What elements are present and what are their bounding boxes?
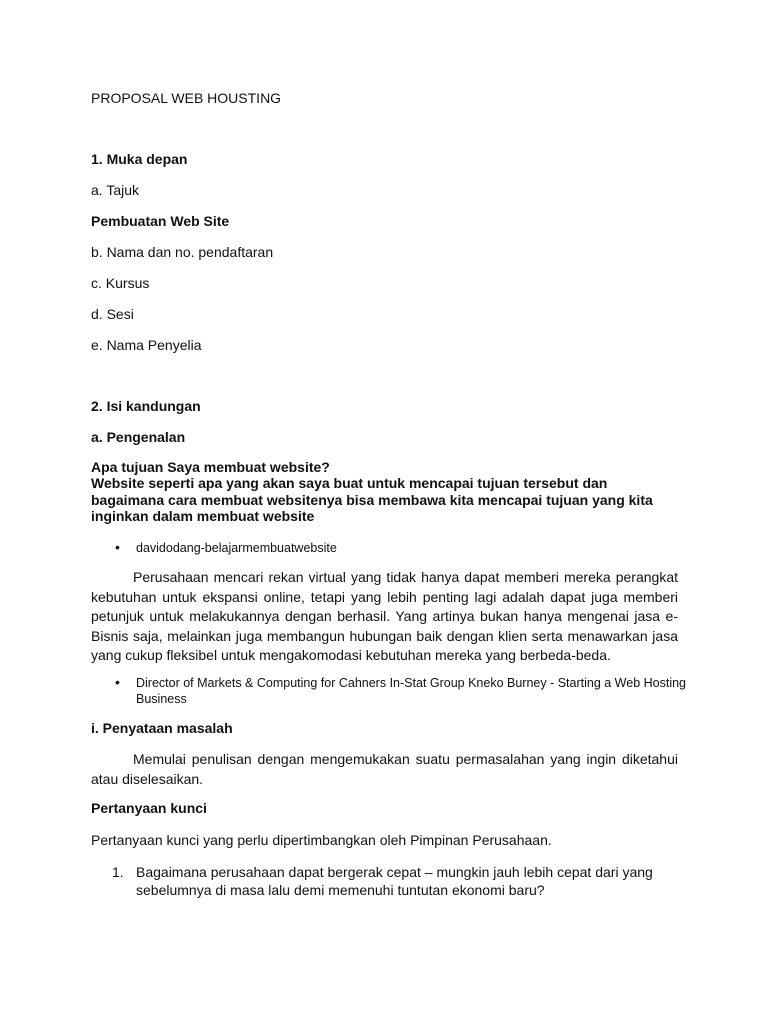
item-d: d. Sesi (91, 306, 134, 322)
bullet-icon: • (115, 674, 120, 690)
item-a-tajuk: a. Tajuk (91, 182, 139, 198)
question-1: Apa tujuan Saya membuat website? (91, 459, 330, 475)
list-number: 1. (112, 864, 124, 880)
section-2-heading: 2. Isi kandungan (91, 398, 201, 414)
key-question-intro: Pertanyaan kunci yang perlu dipertimbangkan oleh Pimpinan Perusahaan. (91, 832, 552, 848)
tajuk-value: Pembuatan Web Site (91, 213, 230, 229)
key-question-heading: Pertanyaan kunci (91, 800, 207, 816)
bullet-icon: • (115, 539, 120, 555)
section-1-heading: 1. Muka depan (91, 151, 188, 167)
document-title: PROPOSAL WEB HOUSTING (91, 90, 282, 106)
item-c: c. Kursus (91, 275, 150, 291)
bullet-text-2: Director of Markets & Computing for Cahners In-Stat Group Kneko Burney - Starting a Web Hosting Business (136, 676, 687, 706)
paragraph-2: Memulai penulisan dengan mengemukakan suatu permasalahan yang ingin diketahui atau diselesaikan. (91, 751, 678, 787)
item-b: b. Nama dan no. pendaftaran (91, 244, 274, 260)
bullet-text-1: davidodang-belajarmembuatwebsite (136, 541, 337, 555)
paragraph-1: Perusahaan mencari rekan virtual yang tidak hanya dapat memberi mereka perangkat kebutuhan untuk ekspansi online, tetapi yang lebih penting lagi adalah dapat juga memberi petunjuk untuk melakukannya dengan berhasil. Yang artinya bukan hanya mengenai jasa e-Bisnis saja, melainkan juga membangun hubungan baik dengan klien serta menawarkan jasa yang cukup fleksibel untuk mengakomodasi kebutuhan mereka yang berbeda-beda. (91, 569, 678, 663)
item-e: e. Nama Penyelia (91, 337, 202, 353)
sub-a-pengenalan: a. Pengenalan (91, 429, 186, 445)
question-2: Website seperti apa yang akan saya buat untuk mencapai tujuan tersebut dan bagaimana cara membuat websitenya bisa membawa kita mencapai tujuan yang kita inginkan dalam membuat website (91, 475, 653, 524)
sub-i-heading: i. Penyataan masalah (91, 720, 233, 736)
list-item-1: Bagaimana perusahaan dapat bergerak cepat – mungkin jauh lebih cepat dari yang sebelumnya di masa lalu demi memenuhi tuntutan ekonomi baru? (136, 864, 653, 898)
